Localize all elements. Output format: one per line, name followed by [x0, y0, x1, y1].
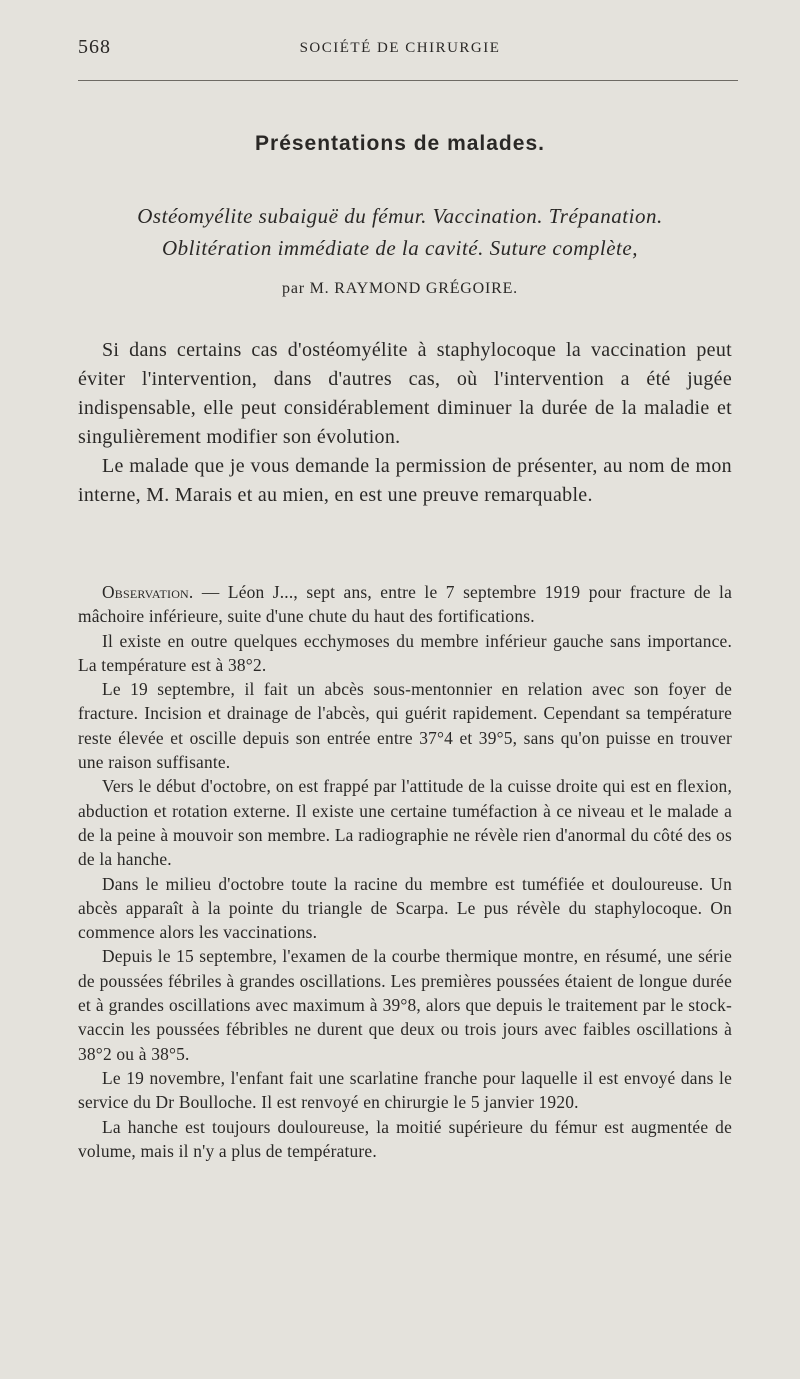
author-byline: [0, 280, 800, 298]
observation-section: [78, 580, 732, 1163]
page-number: 568: [78, 36, 111, 58]
observation-paragraph: Dans le milieu d'octobre toute la racine du membre est tuméfiée et douloureuse. Un abcès apparaît à la pointe du triangle de Scarpa. Le pus révèle du staphylocoque. On commence alors les vaccinations.: [78, 873, 732, 943]
running-title: SOCIÉTÉ DE CHIRURGIE: [299, 40, 501, 56]
observation-paragraph: Le 19 novembre, l'enfant fait une scarlatine franche pour laquelle il est envoyé dans le service du Dr Boulloche. Il est renvoyé en chirurgie le 5 janvier 1920.: [78, 1067, 732, 1113]
header-rule: [78, 80, 738, 81]
observation-paragraph: La hanche est toujours douloureuse, la moitié supérieure du fémur est augmentée de volume, mais il n'y a plus de température.: [78, 1116, 732, 1161]
observation-paragraph: Depuis le 15 septembre, l'examen de la courbe thermique montre, en résumé, une série de poussées fébriles à grandes oscillations. Les premières poussées étaient de longue durée et à grandes oscillations avec maximum à 39°8, alors que depuis le traitement par le stock-vaccin les poussées fébribles ne durent que deux ou trois jours avec faibles oscillations à 38°2 ou à 38°5.: [78, 946, 732, 1064]
page-header: [0, 0, 800, 90]
observation-first-text: — Léon J..., sept ans, entre le 7 septembre 1919 pour fracture de la mâchoire inférieure, suite d'une chute du haut des fortifications.: [78, 582, 732, 627]
introduction: [78, 336, 732, 510]
section-title: Présentations de malades.: [255, 132, 545, 155]
observation-paragraph: Le 19 septembre, il fait un abcès sous-mentonnier en relation avec son foyer de fracture. Incision et drainage de l'abcès, qui guérit rapidement. Cependant sa température reste élevée et oscille depuis son entrée entre 37°4 et 39°5, sans qu'on puisse en trouver une raison suffisante.: [78, 679, 732, 773]
intro-paragraph: Le malade que je vous demande la permission de présenter, au nom de mon interne, M. Marais et au mien, en est une preuve remarquable.: [78, 455, 732, 506]
observation-paragraph: Vers le début d'octobre, on est frappé par l'attitude de la cuisse droite qui est en flexion, abduction et rotation externe. Il existe une certaine tuméfaction à ce niveau et le malade a de la peine à mouvoir son membre. La radiographie ne révèle rien d'anormal du côté des os de la hanche.: [78, 776, 732, 870]
author-prefix: par M.: [282, 280, 330, 297]
observation-label: Observation.: [102, 582, 194, 602]
intro-paragraph: Si dans certains cas d'ostéomyélite à staphylocoque la vaccination peut éviter l'intervention, dans d'autres cas, où l'intervention a été jugée indispensable, elle peut considérablement diminuer la durée de la maladie et singulièrement modifier son évolution.: [78, 339, 732, 448]
article-title-line-1: Ostéomyélite subaiguë du fémur. Vaccination. Trépanation.: [137, 204, 663, 228]
author-name: RAYMOND GRÉGOIRE.: [334, 280, 518, 297]
observation-paragraph: [78, 580, 732, 629]
article-title: [60, 200, 740, 264]
observation-paragraph: Il existe en outre quelques ecchymoses du membre inférieur gauche sans importance. La température est à 38°2.: [78, 630, 732, 675]
article-title-line-2: Oblitération immédiate de la cavité. Suture complète,: [162, 236, 638, 260]
